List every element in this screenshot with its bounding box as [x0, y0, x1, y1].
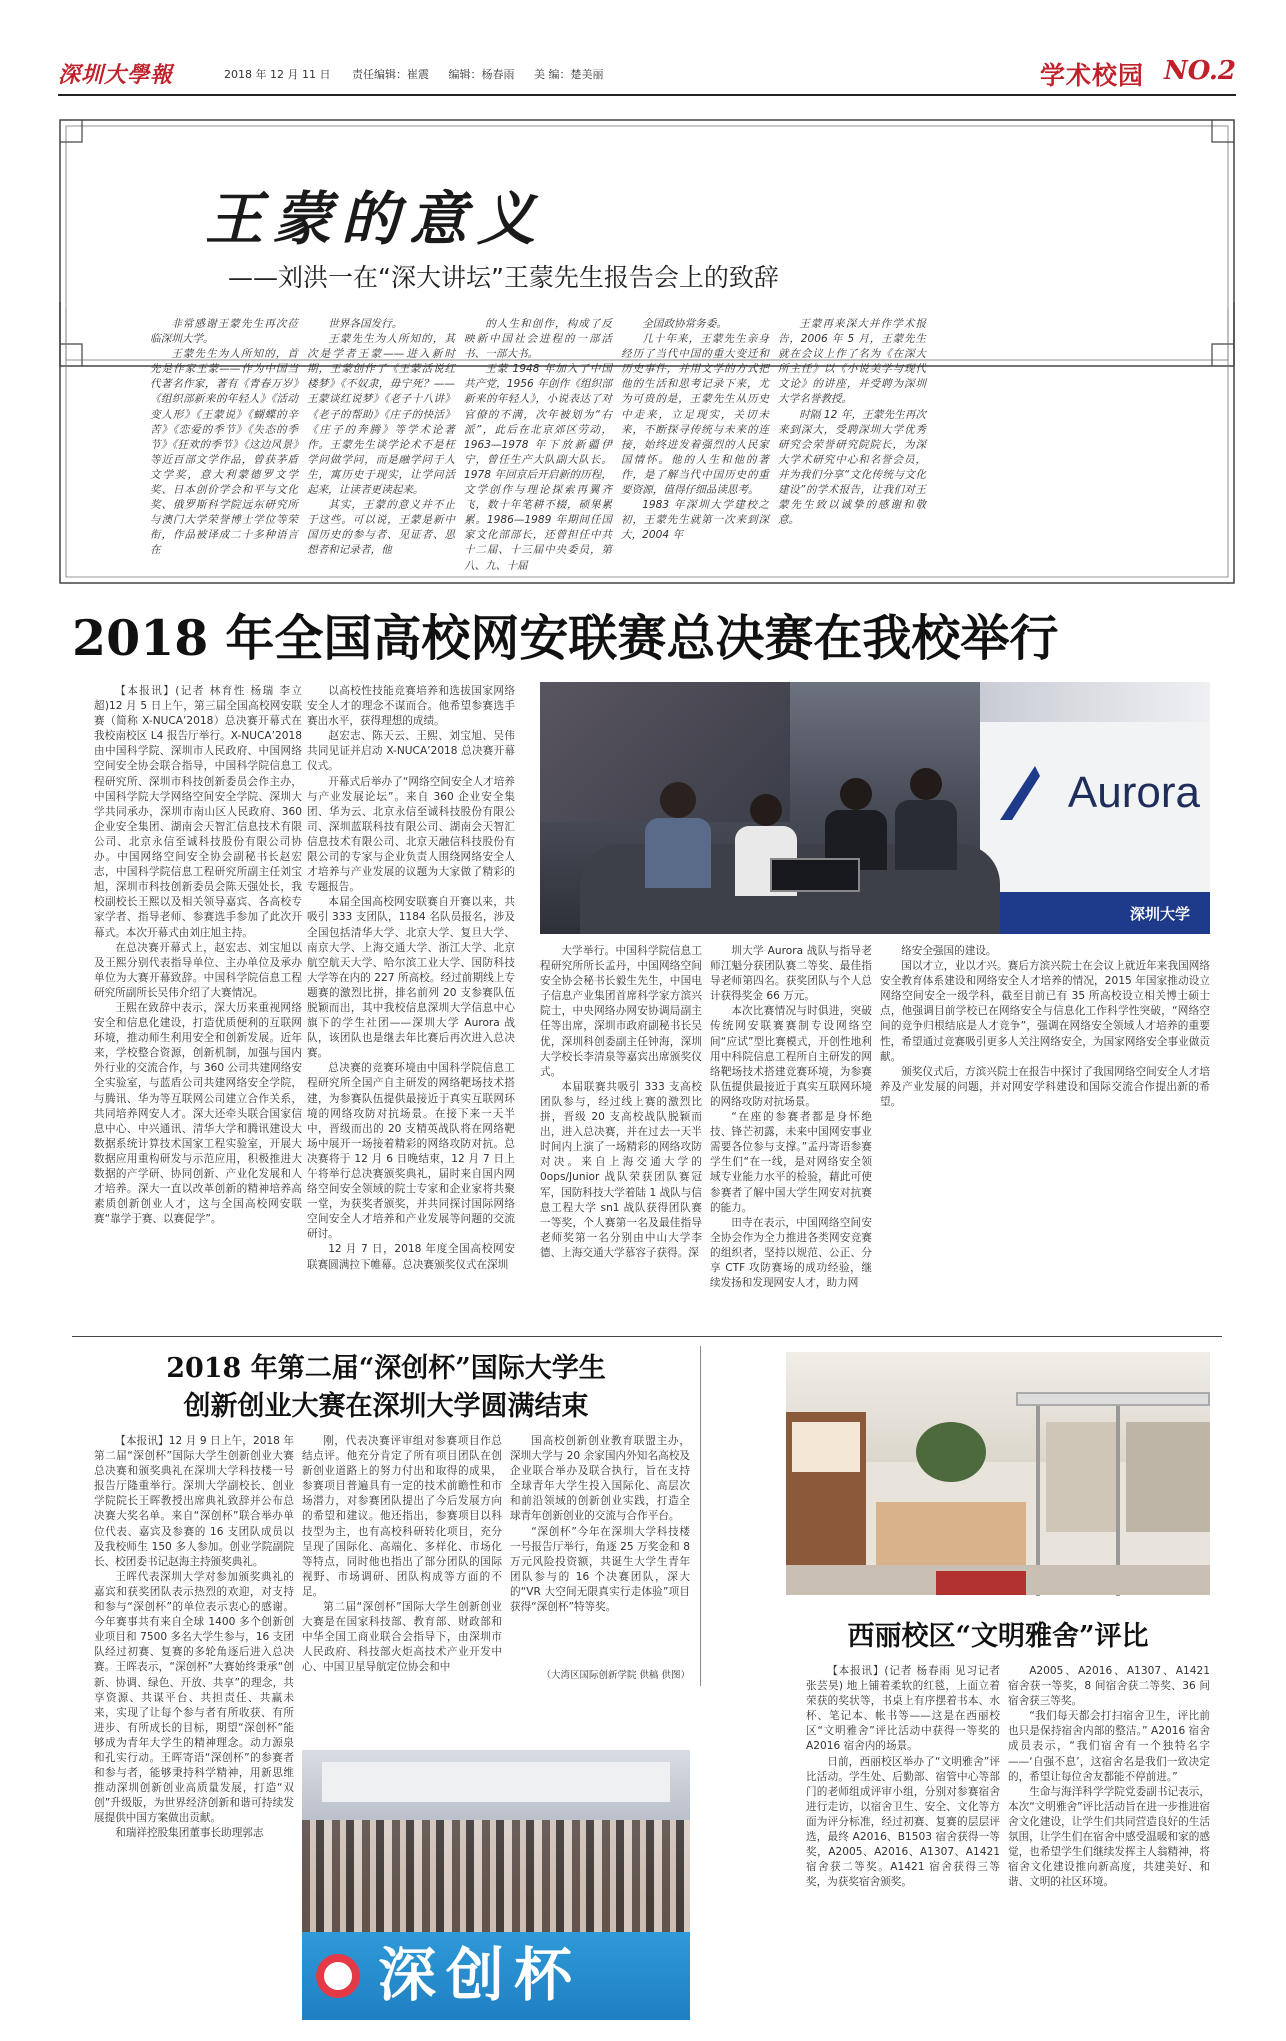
section-divider-1: [72, 1336, 1222, 1337]
paragraph: 本次比赛情况与时俱进，突破传统网安联赛赛制专设网络空间“应试”型比赛模式，开创性地利用中科院信息工程所自主研发的网络靶场技术搭建竞赛环境，为参赛队伍提供最接近于真实互联网环境的网络攻防对抗场景。: [710, 1005, 872, 1108]
paragraph: 王晖代表深圳大学对参加颁奖典礼的嘉宾和获奖团队表示热烈的欢迎，对支持和参与“深创杯”的单位表示衷心的感谢。今年赛事共有来自全球 1400 多个创新创业项目和 7500 多名大学生参与，16 支团队经过初赛、复赛的多轮角逐后进入总决赛。王晖表示，“深创杯”大赛始终秉承“创新、协调、绿色、开放、共享”的理念，共享资源、共谋平台、共担责任、共赢未来，实现了让每个参与者有所收获、有所进步、有所成长的目标，期望“深创杯”能够成为青年大学生的精神理念。动力源泉和孔实行动。王晖寄语“深创杯”的参赛者和参与者，能够秉持科学精神，用新思维推动深圳创新创业高质量发展，打造“双创”升级版，为世界经济创新和谐可持续发展提供中国方案做出贡献。: [94, 1570, 294, 1825]
feature-subtitle: ——刘洪一在“深大讲坛”王蒙先生报告会上的致辞: [228, 263, 779, 292]
issue-date: 2018 年 12 月 11 日: [224, 68, 331, 81]
paragraph: 赵宏志、陈天云、王熙、刘宝旭、吴伟共同见证并启动 X-NUCA’2018 总决赛开幕仪式。: [307, 730, 515, 773]
feature-title: 王蒙的意义: [205, 185, 546, 253]
masthead-rule: [58, 94, 1236, 96]
paragraph: 12 月 7 日，2018 年度全国高校网安联赛圆满拉下帷幕。总决赛颁奖仪式在深圳: [307, 1243, 515, 1271]
headline-dorm-contest: 西丽校区“文明雅舍”评比: [847, 1621, 1149, 1652]
paragraph: 王蒙再来深大并作学术报告，2006 年 5 月，王蒙先生就在会议上作了名为《在深大所主任》以《小说美学与现代文论》的讲座，并受聘为深圳大学名誉教授。: [778, 318, 926, 406]
article3-column-2: [1008, 1664, 1210, 2020]
masthead: [58, 56, 1236, 92]
designer-label: 美 编：: [533, 68, 571, 81]
paragraph: 大学举行。中国科学院信息工程研究所所长孟丹，中国网络空间安全协会秘书长毅生先生，中国电子信息产业集团首席科学家方滨兴院士，中央网络办网安协调局副主任等出席，深圳市政府副秘书长吴优，深圳科创委副主任钟海，深圳大学校长李清泉等嘉宾出席颁奖仪式。: [540, 945, 702, 1078]
newspaper-logo: 深圳大學報: [58, 62, 174, 88]
paragraph: 王熙在致辞中表示，深大历来重视网络安全和信息化建设，打造优质便利的互联网环境，推动师生利用安全和创新发展。近年来，学校整合资源，创新机制，加强与国内外行业的交流合作，与 360 公司共建网络安全实验室，与蓝盾公司共建网络安全学院，与腾讯、华为等互联网公司建立合作关系，共同培养网安人才。深大还牵头联合国家信息中心、中兴通讯、清华大学和腾讯建设大数据系统计算技术国家工程实验室，开展大数据应用重构研发与示范应用，积极推进大数据的产学研、协同创新、产业化发展和人才培养。深大一直以改革创新的精神培养高素质创新创业人才，这与全国高校网安联赛“靠学于赛、以赛促学”。: [94, 1001, 302, 1226]
paragraph: 【本报讯】12 月 9 日上午，2018 年第二届“深创杯”国际大学生创新创业大赛总决赛和颁奖典礼在深圳大学科技楼一号报告厅隆重举行。深圳大学副校长、创业学院院长王晖教授出席典礼致辞并公布总决赛大奖名单。来自“深创杯”联合举办单位代表、嘉宾及参赛的 16 支团队成员以及我校师生 150 多人参加。创业学院副院长、校团委书记赵海主持颁奖典礼。: [94, 1435, 294, 1568]
paragraph: 以高校性技能竞赛培养和选拔国家网络安全人才的理念不谋而合。他希望参赛选手赛出水平，获得理想的成绩。: [307, 685, 515, 728]
paragraph: 本届联赛共吸引 333 支高校团队参与，经过线上赛的激烈比拼，晋级 20 支高校战队脱颖而出，进入总决赛，并在过去一天半时间内上演了一场精彩的网络攻防对决。来自上海交通大学的 0ops/Junior 战队荣获团队赛冠军，国防科技大学着陆 1 战队与信息工程大学 sn1 战队获得团队赛一等奖，个人赛第一名及最佳指导老师奖第一名分别由中山大学李德、上海交通大学慕容子获得。深: [540, 1080, 702, 1259]
section-name: 学术校园: [1039, 61, 1144, 90]
page-number: NO.2: [1163, 56, 1236, 86]
article1-column-5: [880, 944, 1210, 1330]
article2-photo-credit: （大湾区国际创新学院 供稿 供图）: [541, 1670, 690, 1681]
paragraph: 生命与海洋科学学院党委副书记表示，本次“文明雅舍”评比活动旨在进一步推进宿舍文化建设，让学生们共同营造良好的生活氛围，让学生们在宿舍中感受温暖和家的感觉，也希望学生们继续发挥主人翁精神，将宿舍文化建设推向新高度，共建美好、和谐、文明的社区环境。: [1008, 1785, 1210, 1889]
article1-column-2: [307, 684, 515, 1330]
vertical-divider-bottom: [700, 1346, 701, 1686]
headline-innovation-contest-line2: 创新创业大赛在深圳大学圆满结束: [183, 1391, 589, 1422]
paragraph: 第二届“深创杯”国际大学生创新创业大赛是在国家科技部、教育部、财政部和中华全国工商业联合会指导下，由深圳市人民政府、科技部火炬高技术产业开发中心、中国卫星导航定位协会和中: [302, 1601, 502, 1674]
award-ceremony-photo: [302, 1750, 690, 2020]
paragraph: 田寺在表示，中国网络空间安全协会作为全力推进各类网安竞赛的组织者，坚持以规范、公正、分享 CTF 攻防赛场的成功经验，继续发扬和发现网安人才，助力网: [710, 1216, 872, 1290]
shenzhen-university-sign: 深圳大学: [1129, 905, 1190, 923]
article2-column-1: [94, 1434, 294, 2020]
headline-innovation-contest-line1: 2018 年第二届“深创杯”国际大学生: [166, 1353, 606, 1384]
paragraph: 颁奖仪式后，方滨兴院士在报告中探讨了我国网络空间安全人才培养及产业发展的问题，并对网安学科建设和国际交流合作提出新的希望。: [880, 1065, 1210, 1108]
paragraph: 总决赛的竞赛环境由中国科学院信息工程研究所全国产自主研发的网络靶场技术搭建，为参赛队伍提供最接近于真实互联网环境的网络攻防对抗场景。在接下来一天半中，晋级而出的 20 支精英战队将在网络靶场中展开一场接着精彩的网络攻防对抗。总决赛将于 12 月 6 日晚结束，12 月 7 日上午将举行总决赛颁奖典礼，届时来自国内网络空间安全领域的院士专家和企业家将共聚一堂，为获奖者颁奖，并共同探讨国际网络空间安全人才培养和产业发展等问题的交流研讨。: [307, 1062, 515, 1241]
headline-cyber-contest: 2018 年全国高校网安联赛总决赛在我校举行: [72, 609, 1059, 667]
paragraph: 国高校创新创业教育联盟主办，深圳大学与 20 余家国内外知名高校及企业联合举办及联合执行，旨在支持全球青年大学生投入国际化、高层次和前沿领域的创新创业实践，打造全球青年创新创业的交流与合作平台。: [510, 1435, 690, 1523]
paragraph: 王蒙先生为人所知的，其次是学者王蒙——进入新时期，王蒙创作了《王蒙活说红楼梦》《不奴隶，毋宁死？——王蒙谈红说梦》《老子十八讲》《老子的帮助》《庄子的快活》《庄子的奔腾》等学术论著作。王蒙先生谈学论术不是枉学问做学问，而是融学问于人生，寓历史于现实，让学问活起来，让读者更读起来。: [307, 333, 455, 497]
aurora-brand-text: Aurora: [1067, 768, 1200, 817]
paragraph: 开幕式后举办了“网络空间安全人才培养与产业发展论坛”。来自 360 企业安全集团、华为云、北京永信至诚科技股份有限公司、深圳蓝联科技有限公司、湖南会天智汇信息技术有限公司、北京天融信科技股份有限公司的专家与企业负责人围绕网络安全人才培养与产业发展的议题为大家做了精彩的专题报告。: [307, 775, 515, 894]
paragraph: 【本报讯】(记者 林育性 杨瑞 李立超)12 月 5 日上午，第三届全国高校网安联赛（简称 X-NUCA’2018）总决赛开幕式在我校南校区 L4 报告厅举行。X-NUCA’2018 由中国科学院、深圳市人民政府、中国网络空间安全协会联合指导，中国科学院信息工程研究所、深圳市科技创新委员会作主办，中国科学院大学网络空间安全学院、深圳大学共同承办，深圳市南山区人民政府、360 企业安全集团、湖南会天智汇信息技术有限公司、北京永信至诚科技股份有限公司协办。中国网络空间安全协会副秘书长赵宏志，中国科学院信息工程研究所副主任刘宝旭，深圳市科技创新委员会陈天强处长，我校副校长王熙以及相关领导嘉宾、各高校专家学者、指导老师、参赛选手参加了此次开幕式。本次开幕式由刘庄旭主持。: [94, 685, 302, 939]
dormitory-photo: [786, 1352, 1210, 1595]
article1-column-1: [94, 684, 302, 1330]
copy-editor-name: 杨春雨: [481, 68, 515, 81]
paragraph: 本届全国高校网安联赛自开赛以来，共吸引 333 支团队，1184 名队员报名，涉及全国包括清华大学、北京大学、复旦大学、南京大学、上海交通大学、浙江大学、北京航空航天大学、哈尔滨工业大学、国防科技大学等在内的 227 所高校。经过前期线上专题赛的激烈比拼，排名前列 20 支参赛队伍脱颖而出，其中我校信息深圳大学信息中心旗下的学生社团——深圳大学 Aurora 战队，该团队也是继去年比赛后再次进入总决赛。: [307, 896, 515, 1060]
paragraph: “我们每天都会打扫宿舍卫生，评比前也只是保持宿舍内部的整洁。” A2016 宿舍成员表示，“我们宿舍有一个独特名字——‘自强不息’，这宿舍名是我们一致决定的，希望让每位舍友都能不停前进。”: [1008, 1710, 1210, 1783]
article1-column-3: [540, 944, 702, 1330]
designer-name: 楚美丽: [570, 68, 604, 81]
article3-column-1: [806, 1664, 1000, 2020]
paragraph: 和瑞祥控股集团董事长助理郭志: [115, 1827, 264, 1840]
paragraph: 1983 年深圳大学建校之初，王蒙先生就第一次来到深大，2004 年: [621, 499, 769, 542]
paragraph: 国以才立，业以才兴。赛后方滨兴院士在会议上就近年来我国网络安全教育体系建设和网络安全人才培养的情况，2015 年国家推动设立网络空间安全一级学科，截至目前已有 35 所高校设立相关博士硕士点，他强调目前学校已在网络安全与信息化工作科学性突破，“网络空间的竞争归根结底是人才竞争”，强调在网络安全领域人才培养的重要性，希望通过竞赛吸引更多人关注网络安全，为国家网络安全事业做贡献。: [880, 960, 1210, 1063]
paragraph: “深创杯”今年在深圳大学科技楼一号报告厅举行，角逐 25 万奖金和 8 万元风险投资额，共诞生大学生青年团队参与的 16 个决赛团队，深大的“VR 大空间无限真实行走体验”项目获得“深创杯”特等奖。: [510, 1525, 690, 1614]
paragraph: 时隔 12 年，王蒙先生再次来到深大，受聘深圳大学优秀研究会荣誉研究院院长，为深大学术研究中心和名誉会员，并为我们分享“文化传统与文化建设”的学术报告，让我们对王蒙先生致以诚挚的感谢和敬意。: [778, 408, 926, 527]
paragraph: A2005、A2016、A1307、A1421 宿舍获一等奖，8 间宿舍获二等奖、36 间宿舍获三等奖。: [1008, 1665, 1210, 1708]
paragraph: 在总决赛开幕式上，赵宏志、刘宝旭以及王熙分别代表指导单位、主办单位及承办单位为大赛开幕致辞。中国科学院信息工程研究所副所长吴伟介绍了大赛情况。: [94, 941, 302, 999]
paragraph: “在座的参赛者都是身怀绝技、锋芒初露，未来中国网安事业需要各位参与支撑。”孟丹寄语参赛学生们“在一线，是对网络安全领域专业能力水平的检验，藉此可使参赛者了解中国大学生网安对抗赛的能力。: [710, 1111, 872, 1214]
paragraph: 世界各国发行。: [328, 318, 403, 330]
paragraph: 全国政协常务委。: [642, 318, 727, 330]
paragraph: 几十年来，王蒙先生亲身经历了当代中国的重大变迁和历史事件，并用文学的方式把他的生活和思考记录下来，尤为可贵的是，王蒙先生从历史中走来，立足现实，关切未来，不断探寻传统与未来的连接，始终进发着强烈的人民家国情怀。他的人生和他的著作，是了解当代中国历史的重要资源，值得仔细品读思考。: [621, 333, 769, 497]
paragraph: 其实，王蒙的意义并不止于这些。可以说，王蒙是新中国历史的参与者、见证者、思想者和记录者，他: [307, 499, 455, 557]
paragraph: 的人生和创作，构成了反映新中国社会进程的一部活书、一部大书。: [464, 318, 612, 361]
paragraph: 王蒙 1948 年加入了中国共产党，1956 年创作《组织部新来的年轻人》，小说表达了对官僚的不满，次年被划为“右派”，此后在北京郊区劳动，1963—1978 年下放新疆伊宁，曾任生产大队副大队长。1978 年回京后开启新的历程，文学创作与理论探索再翼齐飞，数十年笔耕不辍，硕果累累。1986—1989 年期间任国家文化部部长，还曾担任中共十二届、十三届中央委员，第八、九、十届: [464, 363, 612, 572]
paragraph: 非常感谢王蒙先生再次莅临深圳大学。: [150, 318, 298, 346]
article2-column-2: [302, 1434, 502, 1740]
paragraph: 圳大学 Aurora 战队与指导老师江魁分获团队赛二等奖、最佳指导老师第四名。获奖团队与个人总计获得奖金 66 万元。: [710, 945, 872, 1003]
editor-name: 崔震: [406, 68, 429, 81]
paragraph: 日前，西丽校区举办了“文明雅舍”评比活动。学生处、后勤部、宿管中心等部门的老师组成评审小组，分别对参赛宿舍进行走访，以宿舍卫生、安全、文化等方面为评分标准，经过初赛、复赛的层层评选，最终 A2016、B1503 宿舍获得一等奖，A2005、A2016、A1307、A1421 宿舍获二等奖。A1421 宿舍获得三等奖，为获奖宿舍颁奖。: [806, 1755, 1000, 1889]
aurora-contest-photo: [540, 682, 1210, 934]
paragraph: 王蒙先生为人所知的，首先是作家王蒙——作为中国当代著名作家，著有《青春万岁》《组织部新来的年轻人》《活动变人形》《王蒙说》《蝴蝶的辛苦》《恋爱的季节》《失态的季节》《狂欢的季节》《这边风景》等近百部文学作品，曾获茅盾文学奖，意大利蒙德罗文学奖、日本创价学会和平与文化奖、俄罗斯科学院远东研究所与澳门大学荣誉博士学位等荣衔，作品被译成二十多种语言在: [150, 348, 298, 557]
article1-column-4: [710, 944, 872, 1330]
copy-editor-label: 编辑：: [448, 68, 482, 81]
shenchuang-cup-banner: 深创杯: [378, 1941, 583, 2009]
paragraph: 刚，代表决赛评审组对参赛项目作总结点评。他充分肯定了所有项目团队在创新创业道路上的努力付出和取得的成果，参赛项目普遍具有一定的技术前瞻性和市场潜力，对参赛团队提出了今后发展方向的希望和建议。他还指出，参赛项目以科技型为主，也有高校科研转化项目，充分呈现了国际化、高端化、多样化、市场化等特点，同时他也指出了部分团队的国际视野、市场调研、团队构成等方面的不足。: [302, 1435, 502, 1598]
article2-column-3: [510, 1434, 690, 1660]
editor-label: 责任编辑：: [351, 68, 407, 81]
paragraph: 【本报讯】(记者 杨春雨 见习记者 张芸昊) 地上铺着柔软的红毯，上面立着荣获的奖状等，书桌上有序摆着书本、水杯、笔记本、帐书等——这是在西丽校区“文明雅舍”评比活动中获得一等奖的 A2016 宿舍内的场景。: [806, 1665, 1000, 1753]
feature-lower-frame: [58, 300, 1236, 585]
paragraph: 络安全强国的建设。: [901, 945, 997, 957]
